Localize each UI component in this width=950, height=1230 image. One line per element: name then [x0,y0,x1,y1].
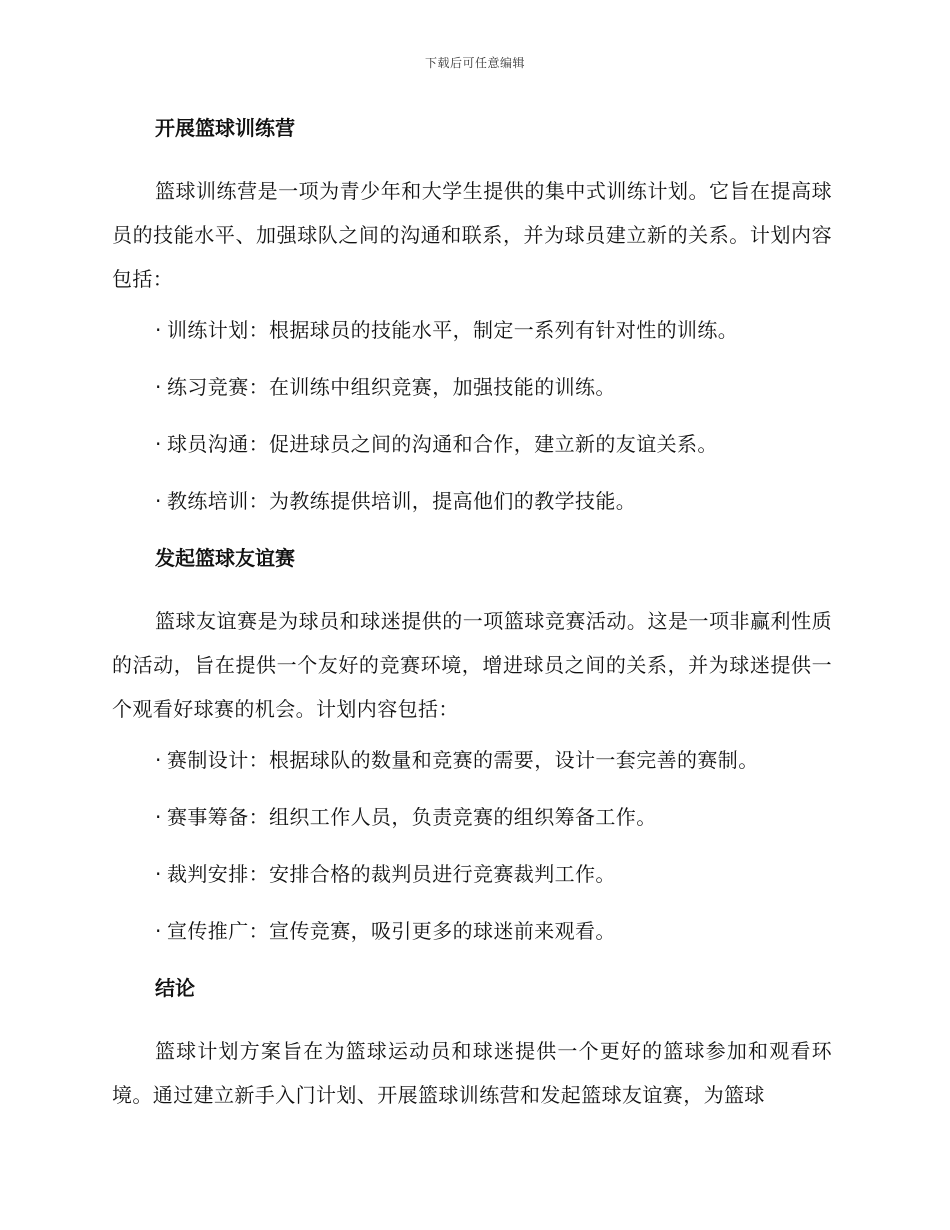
bullet-marker: · [155,318,162,342]
list-item-text: 赛制设计：根据球队的数量和竞赛的需要，设计一套完善的赛制。 [167,748,759,772]
bullet-marker: · [155,489,162,513]
bullet-marker: · [155,748,162,772]
section-intro-conclusion: 篮球计划方案旨在为篮球运动员和球迷提供一个更好的篮球参加和观看环境。通过建立新手入门计划、开展篮球训练营和发起篮球友谊赛，为篮球 [112,1039,832,1107]
page-header-note: 下载后可任意编辑 [424,56,525,70]
bullet-marker: · [155,862,162,886]
document-body [112,112,832,1130]
bullet-marker: · [155,919,162,943]
bullet-marker: · [155,432,162,456]
list-item-text: 宣传推广：宣传竞赛，吸引更多的球迷前来观看。 [167,919,616,943]
list-item [112,801,832,833]
list-item [112,314,832,346]
list-item-text: 教练培训：为教练提供培训，提高他们的教学技能。 [167,489,637,513]
list-item-text: 裁判安排：安排合格的裁判员进行竞赛裁判工作。 [167,862,616,886]
section-heading-training-camp: 开展篮球训练营 [155,116,295,140]
list-item-text: 练习竞赛：在训练中组织竞赛，加强技能的训练。 [167,375,616,399]
list-item [112,744,832,776]
section-intro-friendly-match: 篮球友谊赛是为球员和球迷提供的一项篮球竞赛活动。这是一项非赢利性质的活动，旨在提供一个友好的竞赛环境，增进球员之间的关系，并为球迷提供一个观看好球赛的机会。计划内容包括： [112,609,832,721]
list-item [112,428,832,460]
list-item-text: 训练计划：根据球员的技能水平，制定一系列有针对性的训练。 [167,318,739,342]
section-intro-training-camp: 篮球训练营是一项为青少年和大学生提供的集中式训练计划。它旨在提高球员的技能水平、加强球队之间的沟通和联系，并为球员建立新的关系。计划内容包括： [112,179,832,291]
list-item-text: 赛事筹备：组织工作人员，负责竞赛的组织筹备工作。 [167,805,657,829]
list-item [112,371,832,403]
section-heading-friendly-match: 发起篮球友谊赛 [155,546,295,570]
bullet-marker: · [155,805,162,829]
list-item [112,915,832,947]
bullet-marker: · [155,375,162,399]
list-item [112,485,832,517]
section-heading-conclusion: 结论 [155,976,195,1000]
list-item-text: 球员沟通：促进球员之间的沟通和合作，建立新的友谊关系。 [167,432,718,456]
list-item [112,858,832,890]
